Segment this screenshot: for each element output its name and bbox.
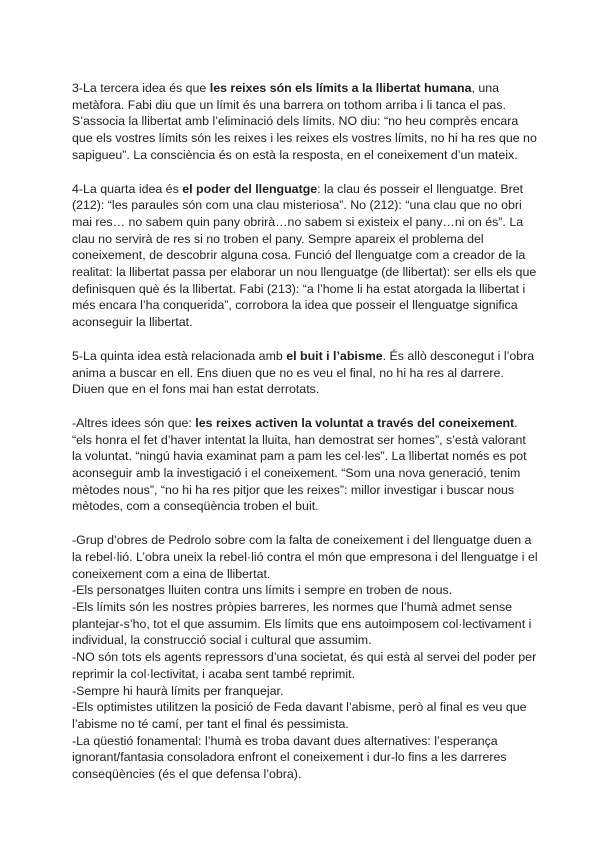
text-segment: -Altres idees són que: [72, 415, 196, 430]
text-segment: 4-La quarta idea és [72, 181, 183, 196]
text-line [72, 80, 534, 97]
text-segment: sapigueu”. La consciència és on està la resposta, en el coneixement d’un mateix. [72, 147, 518, 162]
text-segment: definisquen què és la llibertat. Fabi (213): “a l’home li ha estat atorgada la llibertat i [72, 281, 526, 296]
text-segment: 5-La quinta idea està relacionada amb [72, 348, 287, 363]
text-line [72, 281, 534, 298]
text-line [72, 716, 534, 733]
text-segment: mai res… no sabem quin pany obrirà…no sabem si existeix el pany…ni on és”. La [72, 214, 524, 229]
text-segment: clau no servirà de res si no troben el pany. Sempre apareix el problema del [72, 231, 484, 246]
paragraph-pedrolo-works [72, 532, 538, 783]
text-line [72, 498, 534, 515]
text-line [72, 348, 534, 365]
text-line [72, 181, 534, 198]
text-segment: -Sempre hi haurà límits per franquejar. [72, 683, 284, 698]
text-segment: aconseguir la llibertat. [72, 315, 193, 330]
text-line [72, 616, 534, 633]
text-line [72, 683, 534, 700]
text-line [72, 97, 534, 114]
text-segment: “els honra el fet d’haver intentat la lluita, han demostrat ser homes”, s’està valorant [72, 432, 526, 447]
text-line [72, 482, 534, 499]
text-segment: més encara l’ha conquerida”, corrobora la idea que posseir el llenguatge significa [72, 298, 518, 313]
text-line [72, 733, 534, 750]
text-segment: -Els optimistes utilitzen la posició de Feda davant l’abisme, però al final es veu que [72, 700, 527, 715]
bold-phrase: les reixes són els límits a la llibertat humana [209, 81, 472, 95]
text-segment: S’associa la llibertat amb l’eliminació dels límits. NO diu: “no heu comprès encara [72, 114, 519, 129]
text-segment: . [514, 415, 518, 430]
text-line [72, 766, 534, 783]
text-segment: : la clau és posseir el llenguatge. Bret [317, 181, 524, 196]
text-line [72, 147, 534, 164]
text-line [72, 365, 534, 382]
text-line [72, 632, 534, 649]
text-line [72, 314, 534, 331]
text-line [72, 415, 534, 432]
text-segment: coneixement com a eina de llibertat. [72, 566, 271, 581]
text-segment: -Els personatges lluiten contra uns límits i sempre en troben de nous. [72, 583, 453, 598]
text-segment: -Els límits són les nostres pròpies barreres, les normes que l’humà admet sense [72, 599, 513, 614]
text-line [72, 465, 534, 482]
text-segment: mètodes, com a conseqüència troben el buit. [72, 499, 319, 514]
paragraph-fourth-idea [72, 181, 537, 331]
text-segment: l’abisme no té camí, per tant el final és pessimista. [72, 716, 349, 731]
text-line [72, 699, 534, 716]
text-line [72, 197, 534, 214]
text-line [72, 432, 534, 449]
text-segment: la voluntat. “ningú havia examinat pam a pam les cel·les”. La llibertat només es pot [72, 449, 527, 464]
text-line [72, 448, 534, 465]
paragraph-other-ideas [72, 415, 534, 515]
text-line [72, 247, 534, 264]
text-segment: que els vostres límits són les reixes i les reixes els vostres límits, no hi ha res que no [72, 131, 537, 146]
text-line [72, 599, 534, 616]
text-segment: ignorant/fantasia consoladora enfront el coneixement i dur-lo fins a les darreres [72, 750, 507, 765]
text-segment: 3-La tercera idea és que [72, 81, 210, 95]
text-segment: (212): “les paraules són com una clau misteriosa”. No (212): “una clau que no obri [72, 198, 522, 213]
text-line [72, 549, 538, 566]
text-segment: realitat: la llibertat passa per elaborar un nou llenguatge (de llibertat): ser ells els que [72, 265, 537, 280]
bold-phrase: el buit i l’abisme [286, 348, 383, 363]
text-segment: individual, la construcció social i cultural que assumim. [72, 633, 372, 648]
text-line [72, 566, 534, 583]
text-segment: plantejar-s’ho, tot el que assumim. Els límits que ens autoimposem col·lectivament i [72, 616, 532, 631]
text-line [72, 381, 534, 398]
text-line [72, 113, 534, 130]
bold-phrase: les reixes activen la voluntat a través del coneixement [195, 415, 515, 430]
text-segment: reprimir la col·lectivitat, i acaba sent també reprimit. [72, 666, 356, 681]
text-line [72, 231, 534, 248]
text-segment: conseqüències (és el que defensa l’obra). [72, 767, 302, 782]
text-segment: Diuen que en el fons mai han estat derrotats. [72, 382, 320, 397]
text-line [72, 749, 534, 766]
text-segment: -NO són tots els agents repressors d’una societat, és qui està al servei del poder per [72, 650, 537, 665]
paragraph-third-idea [72, 80, 537, 164]
document-page [72, 80, 538, 783]
text-segment: coneixement, de descobrir alguna cosa. Funció del llenguatge com a creador de la [72, 248, 526, 263]
text-segment: metàfora. Fabi diu que un límit és una barrera on tothom arriba i li tanca el pas. [72, 97, 506, 112]
text-segment: . És allò desconegut i l’obra [382, 348, 535, 363]
text-line [72, 582, 534, 599]
text-line [72, 666, 534, 683]
text-line [72, 130, 537, 147]
text-segment: , una [471, 81, 500, 95]
text-segment: -La qüestió fonamental: l’humà es troba davant dues alternatives: l’esperança [72, 733, 498, 748]
text-segment: -Grup d’obres de Pedrolo sobre com la falta de coneixement i del llenguatge duen a [72, 533, 532, 548]
text-line [72, 297, 534, 314]
text-segment: la rebel·lió. L’obra uneix la rebel·lió contra el món que empresona i del llenguatge i el [72, 549, 538, 564]
text-segment: aconseguir amb la investigació i el coneixement. “Som una nova generació, tenim [72, 466, 521, 481]
text-line [72, 532, 534, 549]
text-line [72, 264, 537, 281]
bold-phrase: el poder del llenguatge [182, 181, 318, 196]
paragraph-fifth-idea [72, 348, 534, 398]
text-line [72, 649, 537, 666]
text-segment: mètodes nous”, “no hi ha res pitjor que les reixes”: millor investigar i buscar nous [72, 482, 515, 497]
text-segment: anima a buscar en ell. Ens diuen que no es veu el final, no hi ha res al darrere. [72, 365, 504, 380]
text-line [72, 214, 534, 231]
